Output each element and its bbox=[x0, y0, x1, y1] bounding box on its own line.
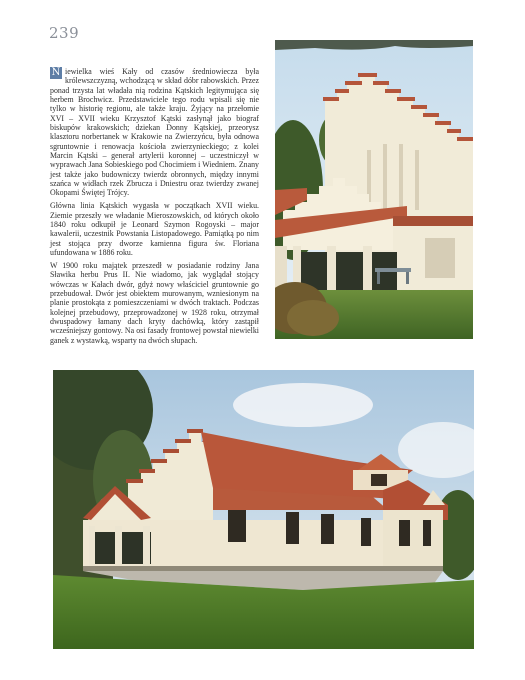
paragraph-3: W 1900 roku majątek przeszedł w posiadanie rodziny Jana Sławika herbu Prus II. Nie wiadomo, jak wyglądał stojący wówczas w Kałach dwór, gdyż nowy właściciel gruntownie go przebudował. Dwór jest obiektem murowanym, wzniesionym na planie prostokąta z pomieszczeniami w dwóch traktach. Podczas kolejnej przebudowy, przeprowadzonej w 1928 roku, otrzymał dwuspadowy łamany dach kryty dachówką, który zastąpił wcześniejszy gontowy. Na osi fasady frontowej powstał niewielki ganek z wystawką, wsparty na dwóch słupach. bbox=[50, 260, 259, 345]
manor-house-illustration bbox=[53, 370, 474, 649]
manor-house-photo bbox=[53, 370, 474, 649]
drop-cap: N bbox=[51, 67, 61, 78]
manor-detail-photo bbox=[275, 40, 473, 339]
paragraph-1 bbox=[50, 67, 259, 198]
paragraph-1-text: iewielka wieś Kały od czasów średniowiecza była królewszczyzną, wchodzącą w skład dóbr rabowskich. Przez ponad trzysta lat władała nią rodzina Kątskich legitymująca się herbem Brochwicz. Przedstawiciele tego rodu wpisali się nie tylko w historię regionu, ale także kraju. Żyjący na przełomie XVI – XVII wieku Krzysztof Kątski zasłynął jako biograf biskupów krakowskich; dziekan Donny Kątskiej, przeorysz klasztoru norbertanek w Krakowie na Zwierzyńcu, była odnowa sgruntownie i renowacja kościoła zwierzynieckiego; z kolei Marcin Kątski – generał artylerii koronnej – uczestniczył w wyprawach Jana Sobieskiego pod Chocimiem i Wiedniem. Znany jest także jako budowniczy twierdz obronnych, między innymi szańca w widłach rzek Zbrucza i Dniestru oraz twierdzy zwanej Okopami Świętej Trójcy. bbox=[50, 67, 259, 198]
article-body bbox=[50, 67, 259, 348]
page-number: 239 bbox=[49, 24, 80, 42]
paragraph-2: Główna linia Kątskich wygasła w początkach XVII wieku. Ziemie przeszły we władanie Mieroszowskich, od których około 1840 roku odkupił je Leonard Szymon Rogoyski – major kawalerii, uczestnik Powstania Listopadowego. Pamiątką po nim jest stojąca przy dworze kamienna figura św. Floriana ufundowana w 1886 roku. bbox=[50, 201, 259, 258]
manor-detail-illustration bbox=[275, 40, 473, 339]
